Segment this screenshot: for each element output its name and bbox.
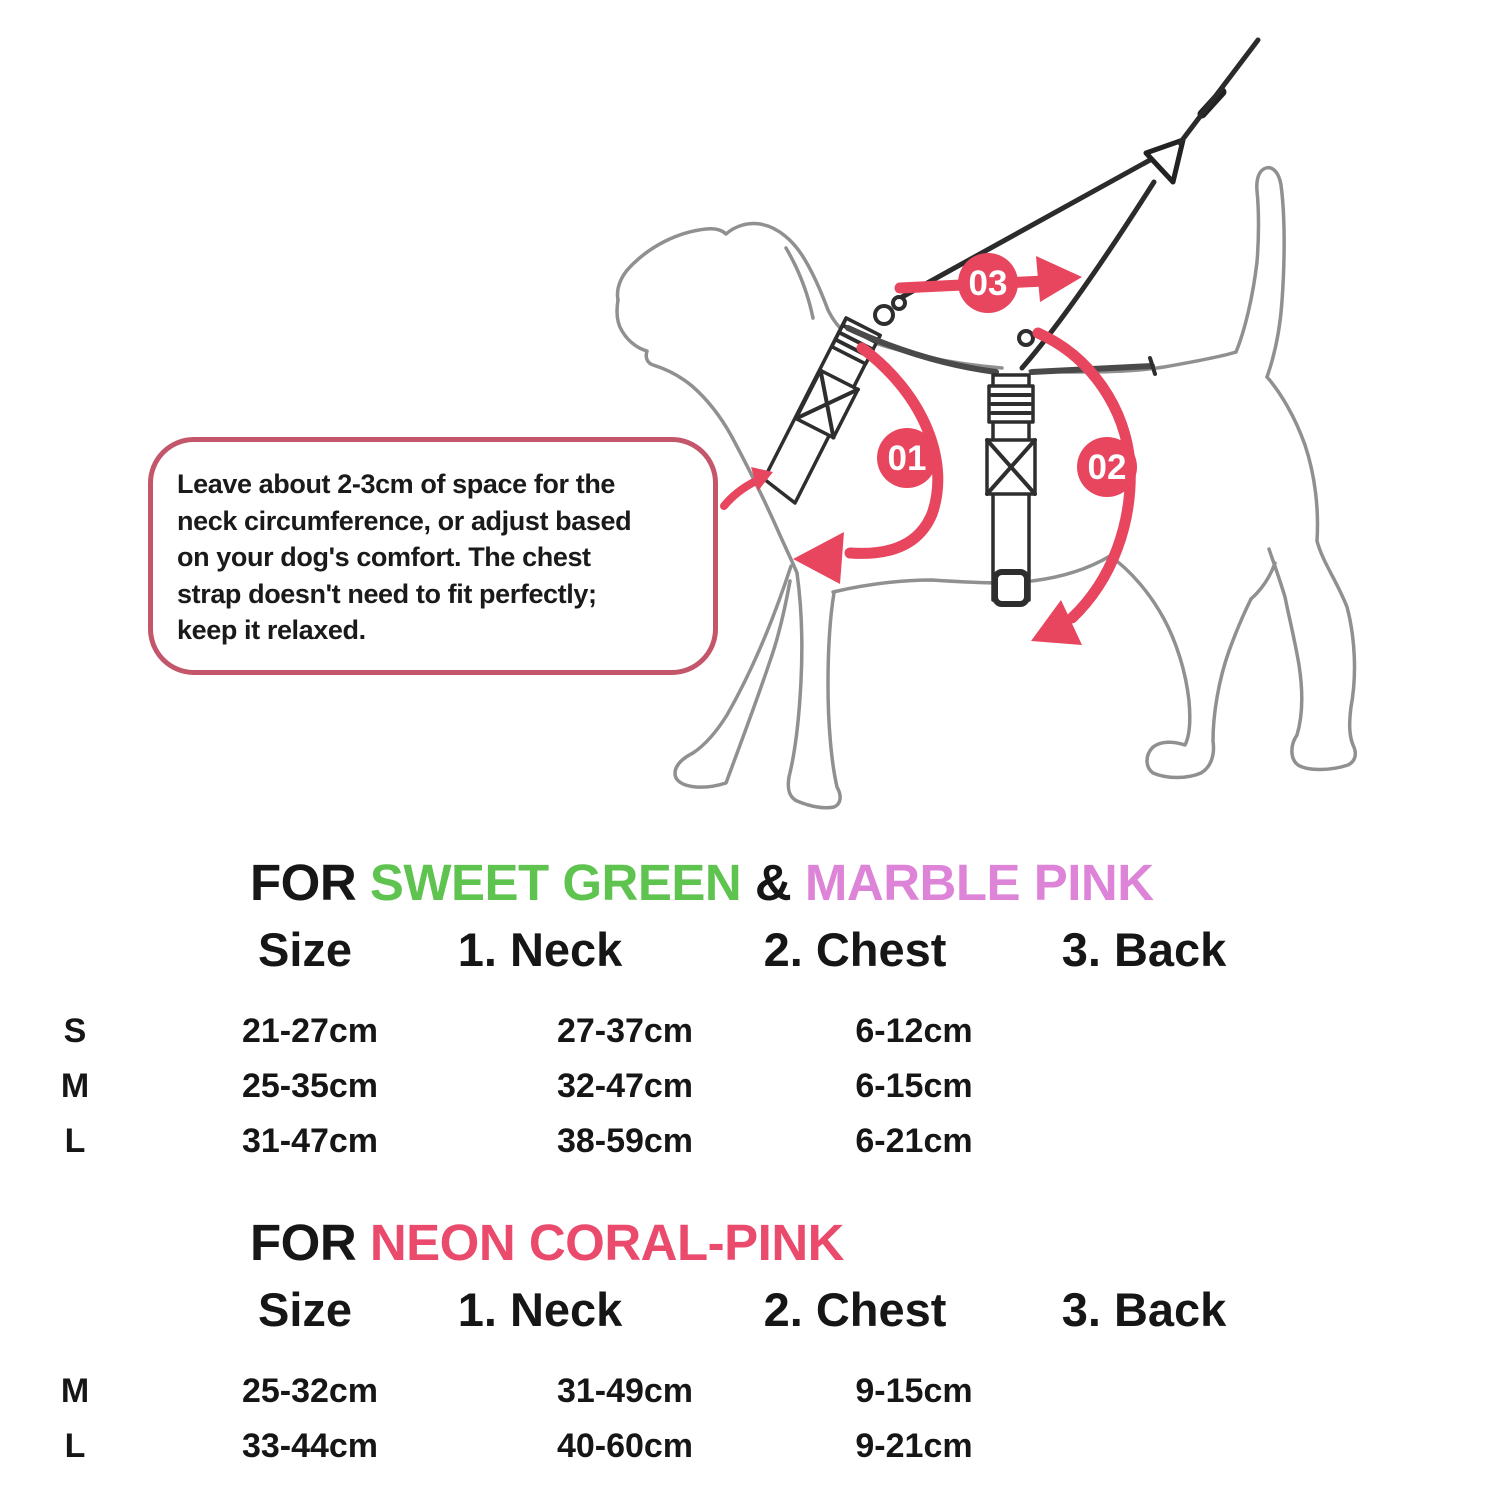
- table-rows: [0, 1004, 1500, 1169]
- back-cell: 9-15cm: [855, 1372, 973, 1410]
- size-table-sweet-green-marble-pink: [0, 856, 1500, 1169]
- note-line: neck circumference, or adjust based: [177, 505, 632, 536]
- neck-cell: 21-27cm: [241, 1012, 379, 1050]
- note-line: keep it relaxed.: [177, 615, 366, 645]
- leash: [902, 40, 1258, 368]
- badge-02-label: 02: [1087, 448, 1127, 487]
- col-header-size: Size: [257, 1283, 353, 1336]
- dog-ear-line: [786, 248, 813, 318]
- table-row: [0, 1114, 1500, 1169]
- title-neon-coral-pink: NEON CORAL-PINK: [369, 1214, 844, 1271]
- table-row: [0, 1419, 1500, 1474]
- size-cell: L: [64, 1122, 86, 1160]
- fitting-note-bubble: [148, 437, 718, 675]
- chest-cell: 38-59cm: [556, 1122, 694, 1160]
- col-header-chest: 2. Chest: [763, 1283, 947, 1336]
- size-cell: M: [60, 1372, 90, 1410]
- back-cell: 6-21cm: [855, 1122, 973, 1160]
- table-title: [250, 1216, 1500, 1270]
- note-line: Leave about 2-3cm of space for the: [177, 469, 616, 499]
- back-cell: 6-12cm: [855, 1012, 973, 1050]
- chest-cell: 32-47cm: [556, 1067, 694, 1105]
- dog-tail: [1236, 168, 1284, 377]
- table-header-row: [230, 1284, 1278, 1336]
- harness-d-ring: [1019, 331, 1033, 345]
- chest-strap-buckle: [987, 440, 1035, 494]
- table-header-row: [230, 924, 1278, 976]
- table-row: [0, 1059, 1500, 1114]
- chest-cell: 40-60cm: [556, 1427, 694, 1465]
- back-cell: 9-21cm: [855, 1427, 973, 1465]
- col-header-neck: 1. Neck: [457, 923, 623, 976]
- title-for: FOR: [250, 1214, 370, 1271]
- col-header-chest: 2. Chest: [763, 923, 947, 976]
- chest-strap-end: [995, 572, 1027, 604]
- table-row: [0, 1004, 1500, 1059]
- col-header-back: 3. Back: [1061, 923, 1227, 976]
- col-header-neck: 1. Neck: [457, 1283, 623, 1336]
- size-cell: M: [60, 1067, 90, 1105]
- chest-cell: 27-37cm: [556, 1012, 694, 1050]
- title-for: FOR: [250, 854, 370, 911]
- table-rows: [0, 1364, 1500, 1474]
- badge-03-label: 03: [968, 264, 1008, 303]
- badge-01-label: 01: [887, 439, 927, 478]
- leash-line: [1180, 40, 1258, 143]
- col-header-size: Size: [257, 923, 353, 976]
- note-line: strap doesn't need to fit perfectly;: [177, 578, 597, 609]
- leash-ring: [1146, 140, 1183, 182]
- size-cell: L: [64, 1427, 86, 1465]
- back-cell: 6-15cm: [855, 1067, 973, 1105]
- size-cell: S: [63, 1012, 87, 1050]
- chest-cell: 31-49cm: [556, 1372, 694, 1410]
- table-row: [0, 1364, 1500, 1419]
- size-table-neon-coral-pink: [0, 1216, 1500, 1474]
- title-marble-pink: MARBLE PINK: [804, 854, 1154, 911]
- note-line: on your dog's comfort. The chest: [177, 542, 591, 572]
- title-amp: &: [741, 854, 805, 911]
- table-title: [250, 856, 1500, 910]
- note-arrow: [724, 481, 756, 506]
- col-header-back: 3. Back: [1061, 1283, 1227, 1336]
- harness-d-ring: [875, 306, 893, 324]
- chest-strap-slider: [989, 386, 1033, 422]
- neck-cell: 25-35cm: [241, 1067, 379, 1105]
- title-sweet-green: SWEET GREEN: [369, 854, 742, 911]
- neck-cell: 33-44cm: [241, 1427, 379, 1465]
- neck-cell: 31-47cm: [241, 1122, 379, 1160]
- neck-cell: 25-32cm: [241, 1372, 379, 1410]
